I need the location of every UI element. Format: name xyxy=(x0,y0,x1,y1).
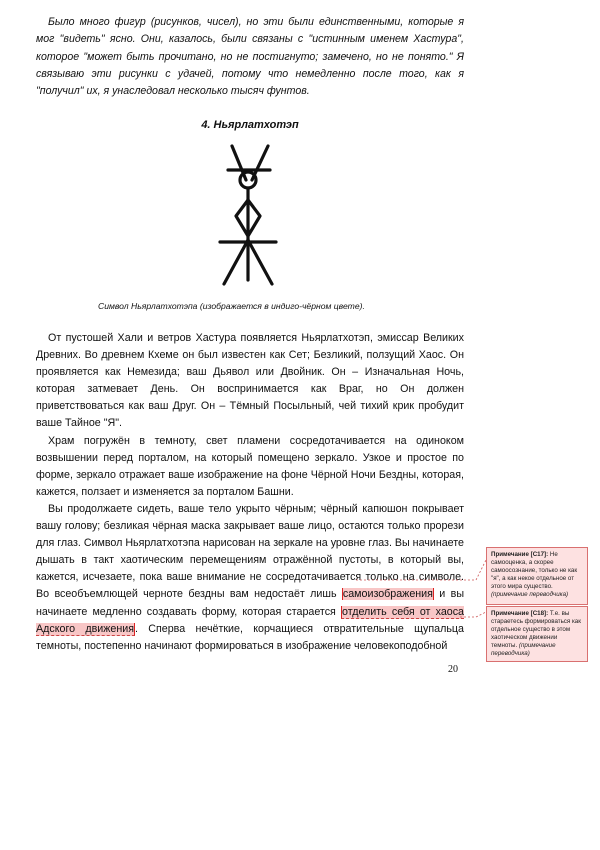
comment-anchor-c17[interactable]: самоизображения xyxy=(342,588,433,601)
body-paragraph-3 xyxy=(36,501,464,655)
body-paragraph-1: От пустошей Хали и ветров Хастура появляется Ньярлатхотэп, эмиссар Великих Древних. Во древнем Кхеме он был известен как Сет; Безликий, ползущий Хаос. Он проявляется как Немезида; ваш Дьявол или Двойник. Он – Изначальная Ночь, которая затмевает День. Он воспринимается как Враг, но Он должен приветствоваться как ваш Друг. Он – Тёмный Посыльный, чей тихий крик пробудит ваше Тайное "Я". xyxy=(36,332,464,430)
comment-note: (примечание переводчика) xyxy=(491,642,556,657)
body-paragraph-3-start: Вы продолжаете сидеть, ваше тело укрыто чёрным; чёрный капюшон покрывает вашу голову; безликая чёрная маска закрывает ваше лицо, остаются только прорези для глаз. Символ Ньярлатхотэпа нарисован на зеркале на уровне глаз. Вы начинаете дышать в такт хаотическим перемещениям отражённой пустоты, в который вы, кажется, исчезаете, пока ваше внимание не сосредотачивается только на символе. Во всеобъемлющей черноте бездны вам недостаёт лишь xyxy=(36,502,464,601)
body-paragraph-3-end: . Сперва нечёткие, корчащиеся отвратительные щупальца темноты, постепенно начинают формироваться в изображение человекоподобной xyxy=(36,622,464,652)
page-number: 20 xyxy=(448,664,458,675)
intro-paragraph: Было много фигур (рисунков, чисел), но эти были единственными, которые я мог "видеть" ясно. Они, казалось, были связаны с "истинным именем Хастура", которое "может быть прочитано, но не постигнуто; замечено, но не понято." Я связываю эти рисунки с удачей, потому что немедленно после того, как я "получил" их, я унаследовал несколько тысяч фунтов. xyxy=(36,16,464,98)
comment-note: (примечание переводчика) xyxy=(491,591,569,598)
comment-anchor-c18[interactable]: отделить себя от хаоса Адского движения xyxy=(36,605,464,635)
figure-caption: Символ Ньярлатхотэпа (изображается в индиго-чёрном цвете). xyxy=(98,301,365,311)
comment-text: Не самооценка, а скорее самоосознание, только не как "я", а как некое отдельное от этого мира существо. xyxy=(491,551,578,590)
nyarlathotep-sigil-image xyxy=(210,142,286,286)
comment-balloon-c18[interactable] xyxy=(486,606,588,662)
intro-text xyxy=(36,14,464,100)
body-paragraph-2: Храм погружён в темноту, свет пламени сосредотачивается на одиноком возвышении перед порталом, на который помещено зеркало. Узкое и простое по форме, зеркало отражает ваше изображение на фоне Чёрной Ночи Бездны, которая, кажется, ползает и изменяется за порталом Башни. xyxy=(36,434,464,498)
body-text xyxy=(36,330,464,655)
comment-label: Примечание [C17]: xyxy=(491,551,549,558)
section-heading: 4. Ньярлатхотэп xyxy=(201,119,299,131)
comment-text: Т.е. вы стараетесь формироваться как отдельное существо в этом хаотическом движении темноты. xyxy=(491,610,581,649)
comment-balloon-c17[interactable] xyxy=(486,547,588,605)
body-paragraph-3-middle: и вы начинаете медленно создавать форму, которая старается xyxy=(36,588,465,618)
comment-label: Примечание [C18]: xyxy=(491,610,549,617)
